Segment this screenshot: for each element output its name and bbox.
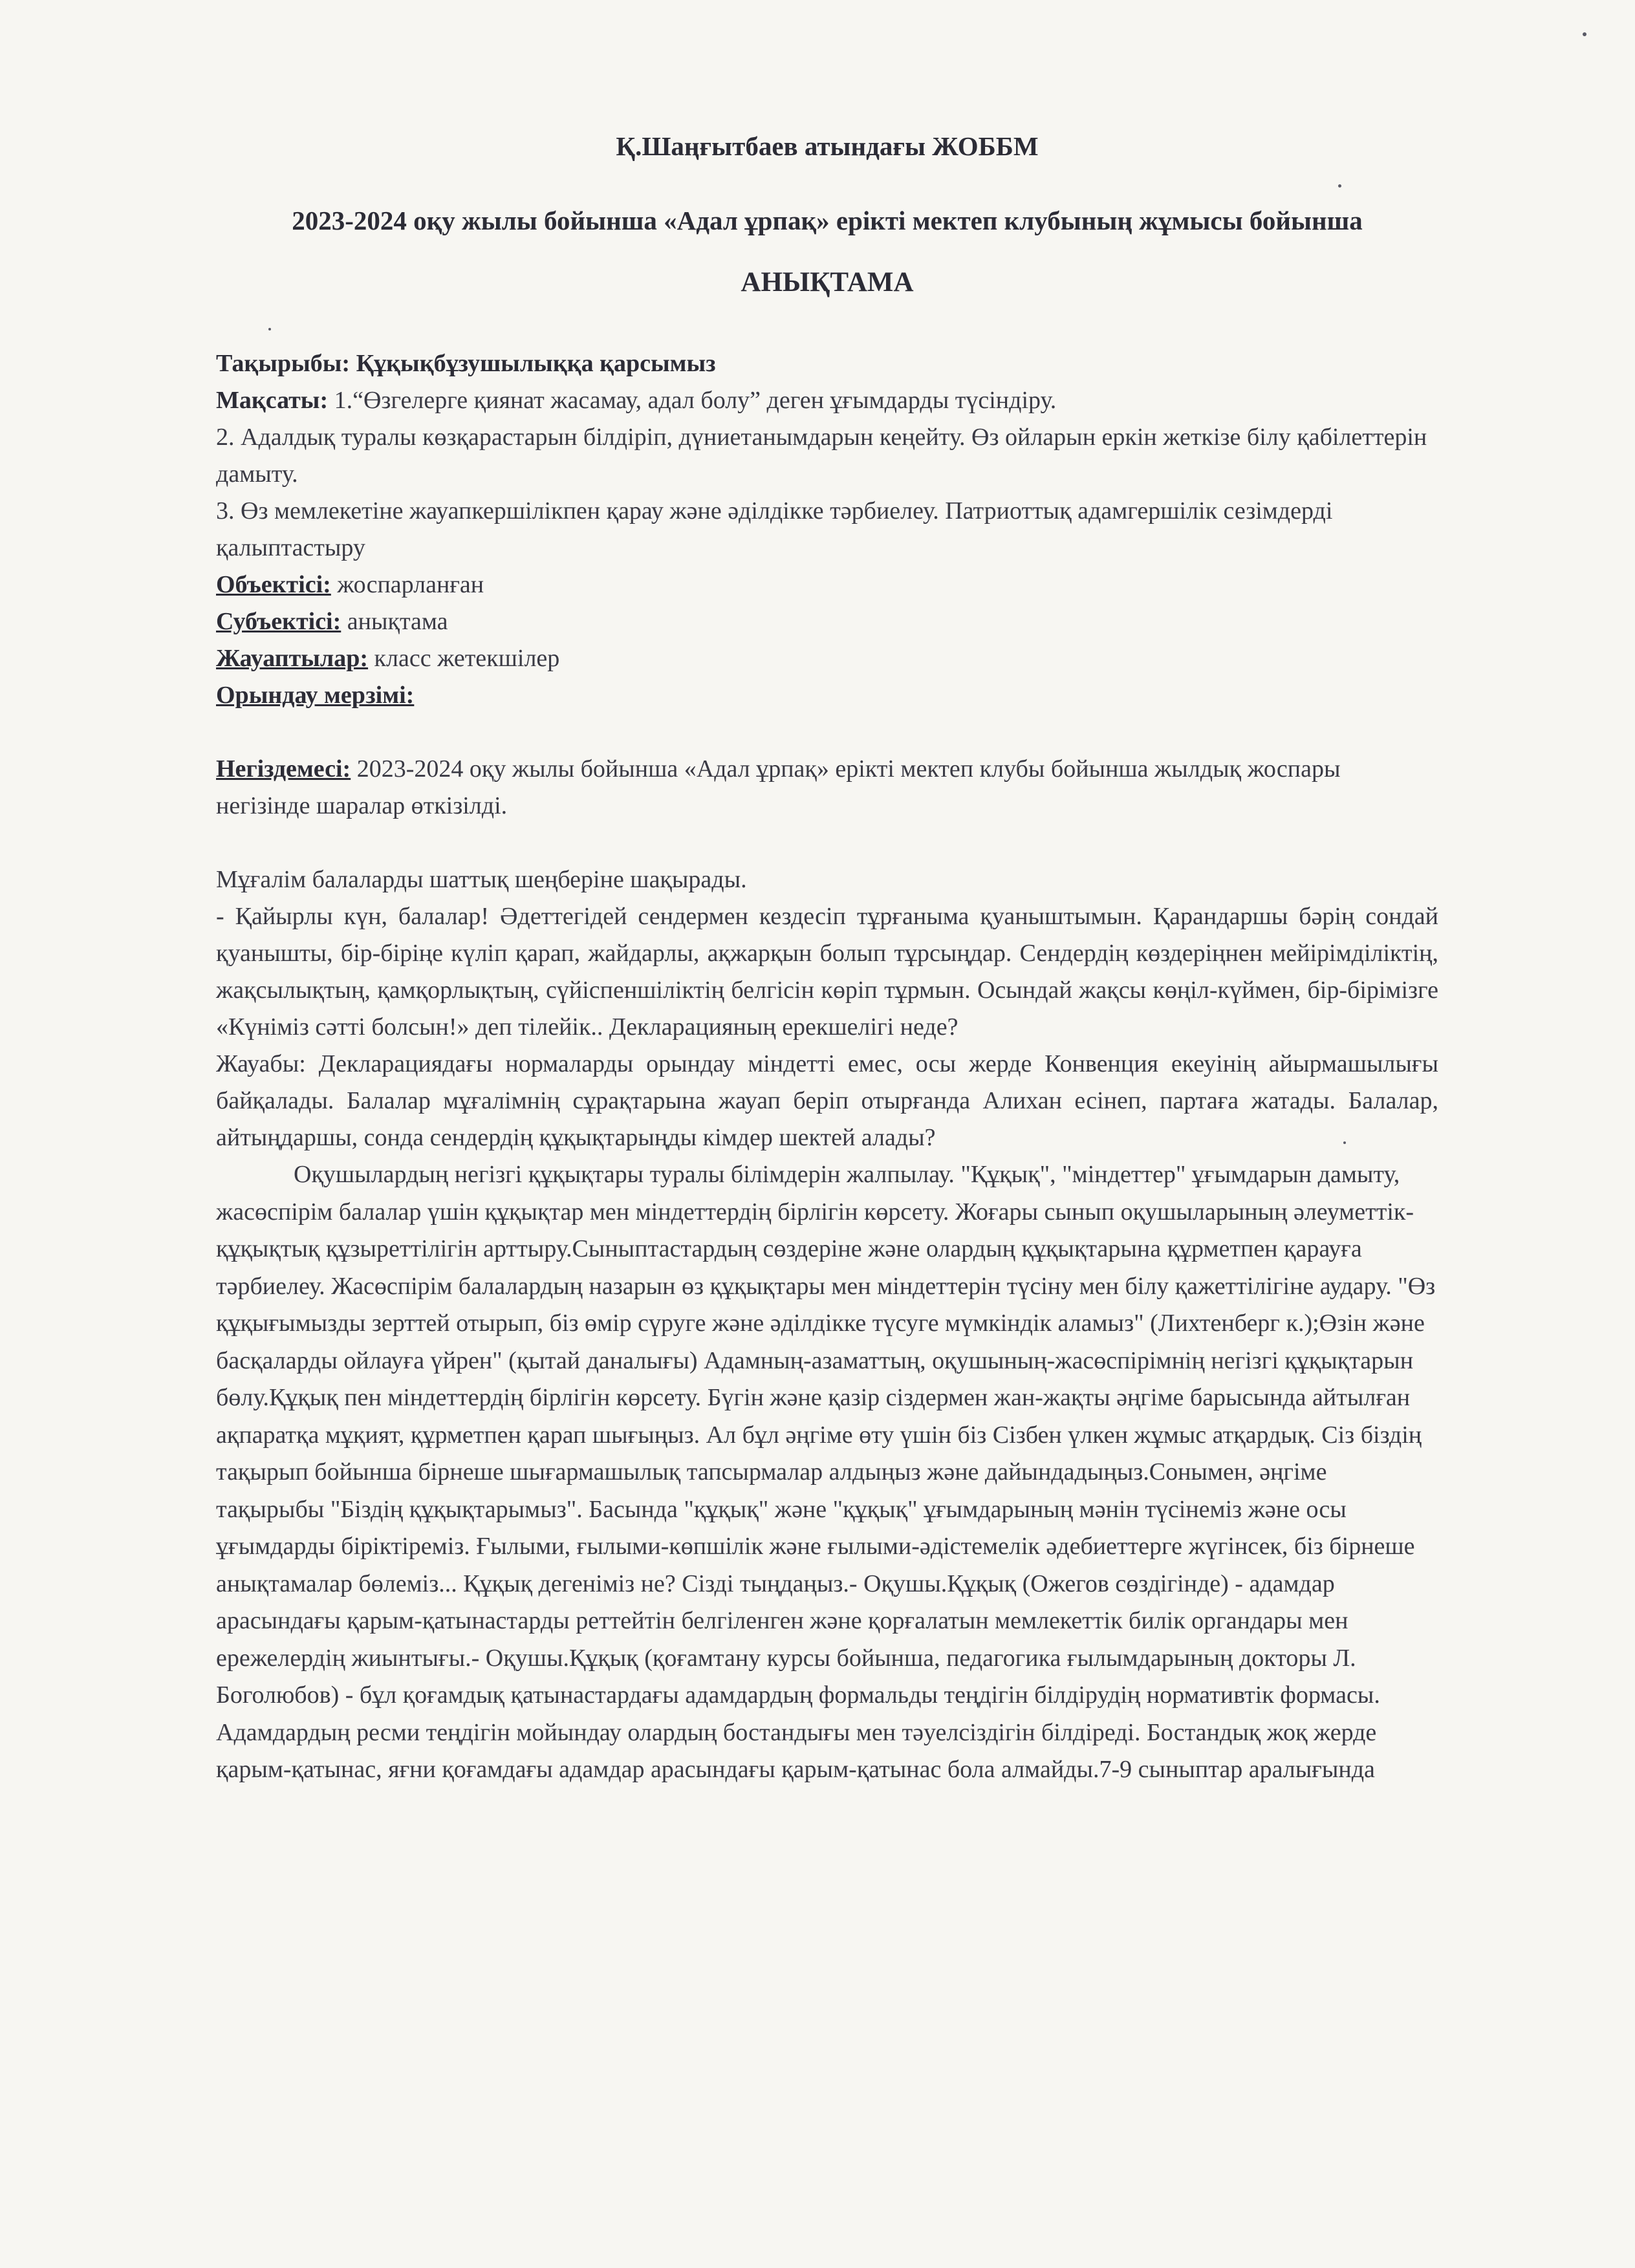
deadline-label: Орындау мерзімі: bbox=[216, 682, 415, 709]
basis-line bbox=[216, 751, 1438, 825]
topic-line bbox=[216, 345, 1438, 382]
document-type: АНЫҚТАМА bbox=[741, 267, 914, 297]
basis-value: 2023-2024 оқу жылы бойынша «Адал ұрпақ» ерікті мектеп клубы бойынша жылдық жоспары негізінде шаралар өткізілді. bbox=[216, 755, 1341, 819]
object-value: жоспарланған bbox=[330, 571, 484, 598]
paragraph-main: Оқушылардың негізгі құқықтары туралы білімдерін жалпылау. "Құқық", "міндеттер" ұғымдарын дамыту, жасөспірім балалар үшін құқықтар мен міндеттердің бірлігін көрсету. Жоғары сынып оқушыларының әлеуметтік-құқықтық құзыреттілігін арттыру.Сыныптастардың сөздеріне және олардың құқықтарына құрметпен қарауға тәрбиелеу. Жасөспірім балалардың назарын өз құқықтары мен міндеттерін түсіну мен білу қажеттілігіне аудару. "Өз құқығымызды зерттей отырып, біз өмір сүруге және әділдікке түсуге мүмкіндік аламыз" (Лихтенберг к.);Өзін және басқаларды ойлауға үйрен" (қытай даналығы) Адамның-азаматтың, оқушының-жасөспірімнің негізгі құқықтарын бөлу.Құқық пен міндеттердің бірлігін көрсету. Бүгін және қазір сіздермен жан-жақты әңгіме барысында айтылған ақпаратқа мұқият, құрметпен қарап шығыңыз. Ал бұл әңгіме өту үшін біз Сізбен үлкен жұмыс атқардық. Сіз біздің тақырып бойынша бірнеше шығармашылық тапсырмалар алдыңыз және дайындадыңыз.Сонымен, әңгіме тақырыбы "Біздің құқықтарымыз". Басында "құқық" және "құқық" ұғымдарының мәнін түсінеміз және осы ұғымдарды біріктіреміз. Ғылыми, ғылыми-көпшілік және ғылыми-әдістемелік әдебиеттерге жүгінсек, біз бірнеше анықтамалар бөлеміз... Құқық дегеніміз не? Сізді тыңдаңыз.- Оқушы.Құқық (Ожегов сөздігінде) - адамдар арасындағы қарым-қатынастарды реттейтін белгіленген және қорғалатын мемлекеттік билік органдары мен ережелердің жиынтығы.- Оқушы.Құқық (қоғамтану курсы бойынша, педагогика ғылымдарының докторы Л. Боголюбов) - бұл қоғамдық қатынастардағы адамдардың формальды теңдігін білдірудің нормативтік формасы. Адамдардың ресми теңдігін мойындау олардың бостандығы мен тәуелсіздігін білдіреді. Бостандық жоқ жерде қарым-қатынас, яғни қоғамдағы адамдар арасындағы қарым-қатынас бола алмайды.7-9 сыныптар аралығында bbox=[216, 1161, 1436, 1783]
scan-speck bbox=[1343, 1141, 1346, 1144]
scan-speck bbox=[1338, 184, 1341, 188]
paragraph-answer: Жауабы: Декларациядағы нормаларды орындау міндетті емес, осы жерде Конвенция екеуінің айырмашылығы байқалады. Балалар мұғалімнің сұрақтарына жауап беріп отырғанда Алихан есінеп, партаға жатады. Балалар, айтыңдаршы, сонда сендердің құқықтарыңды кімдер шектей алады? bbox=[216, 1050, 1438, 1151]
responsible-label: Жауаптылар: bbox=[216, 645, 369, 672]
spacer bbox=[216, 714, 1438, 751]
goal-item-1: 1.“Өзгелерге қиянат жасамау, адал болу” деген ұғымдарды түсіндіру. bbox=[334, 387, 1057, 414]
paragraph-intro: Мұғалім балаларды шаттық шеңберіне шақырады. bbox=[216, 866, 747, 893]
deadline-line bbox=[216, 677, 1438, 714]
scan-speck bbox=[1583, 32, 1586, 36]
goal-item-2: 2. Адалдық туралы көзқарастарын білдіріп, дүниетанымдарын кеңейту. Өз ойларын еркін жеткізе білу қабілеттерін дамыту. bbox=[216, 424, 1427, 488]
scan-speck bbox=[268, 328, 271, 330]
topic-label: Тақырыбы: bbox=[216, 350, 351, 377]
topic-value: Құқықбұзушылыққа қарсымыз bbox=[356, 350, 716, 377]
object-label: Объектісі: bbox=[216, 571, 331, 598]
subject-line bbox=[216, 603, 1438, 640]
school-name: Қ.Шаңғытбаев атындағы ЖОББМ bbox=[616, 131, 1039, 161]
object-line bbox=[216, 567, 1438, 603]
goal-line bbox=[216, 382, 1438, 419]
document-page bbox=[216, 129, 1438, 1789]
goal-label: Мақсаты: bbox=[216, 387, 329, 414]
paragraph-greeting: - Қайырлы күн, балалар! Әдеттегідей сендермен кездесіп тұрғаныма қуаныштымын. Қарандаршы бәрің сондай қуанышты, бір-біріңе күліп қарап, жайдарлы, ақжарқын болып тұрсыңдар. Сендердің көздеріңнен мейірімділіктің, жақсылықтың, қамқорлықтың, сүйіспеншіліктің белгісін көріп тұрмын. Осындай жақсы көңіл-күймен, бір-бірімізге «Күніміз сәтті болсын!» деп тілейік.. Декларацияның ерекшелігі неде? bbox=[216, 903, 1438, 1041]
responsible-value: класс жетекшілер bbox=[368, 645, 560, 672]
responsible-line bbox=[216, 640, 1438, 677]
goal-item-3: 3. Өз мемлекетіне жауапкершілікпен қарау және әділдікке тәрбиелеу. Патриоттық адамгершілік сезімдерді қалыптастыру bbox=[216, 497, 1333, 561]
subject-label: Субъектісі: bbox=[216, 608, 341, 635]
subject-value: анықтама bbox=[341, 608, 448, 635]
spacer bbox=[216, 825, 1438, 861]
basis-label: Негіздемесі: bbox=[216, 755, 351, 783]
report-title: 2023-2024 оқу жылы бойынша «Адал ұрпақ» ерікті мектеп клубының жұмысы бойынша bbox=[292, 206, 1363, 235]
